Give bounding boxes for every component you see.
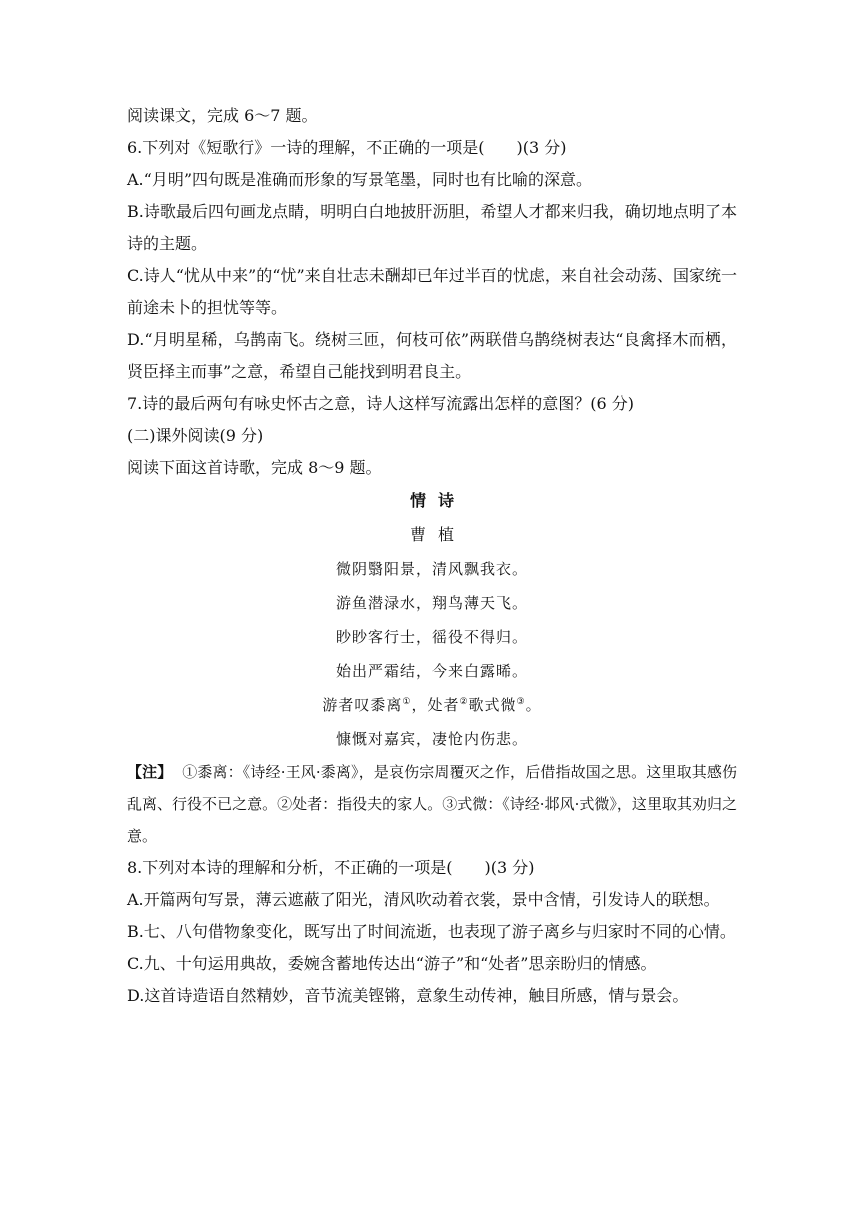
poem-line-3: 眇眇客行士，徭役不得归。 xyxy=(335,628,528,646)
poem-line-2: 游鱼潜渌水，翔鸟薄天飞。 xyxy=(335,594,528,612)
question-7: 7.诗的最后两句有咏史怀古之意，诗人这样写流露出怎样的意图？(6 分) xyxy=(127,394,635,413)
question-6-option-d: D.“月明星稀，乌鹊南飞。绕树三匝，何枝可依”两联借乌鹊绕树表达“良禽择木而栖，贤臣择主而事”之意，希望自己能找到明君良主。 xyxy=(127,330,737,381)
footnote-text: ①黍离：《诗经·王风·黍离》，是哀伤宗周覆灭之作，后借指故国之思。这里取其感伤乱离、行役不已之意。②处者：指役夫的家人。③式微：《诗经·邶风·式微》，这里取其劝归之意。 xyxy=(127,763,737,845)
question-8-option-c: C.九、十句运用典故，委婉含蓄地传达出“游子”和“处者”思亲盼归的情感。 xyxy=(127,954,657,973)
question-8-stem: 8.下列对本诗的理解和分析，不正确的一项是( )(3 分) xyxy=(127,858,535,877)
poem-author: 曹植 xyxy=(409,525,466,544)
reading-instruction-1: 阅读课文，完成 6～7 题。 xyxy=(127,106,318,125)
poem-footnote xyxy=(127,756,737,852)
reading-instruction-2: 阅读下面这首诗歌，完成 8～9 题。 xyxy=(127,458,382,477)
poem-line-4: 始出严霜结，今来白露晞。 xyxy=(335,662,528,680)
question-6-stem: 6.下列对《短歌行》一诗的理解，不正确的一项是( )(3 分) xyxy=(127,138,567,157)
poem-line-5: 游者叹黍离①，处者②歌式微③。 xyxy=(322,696,542,714)
footnote-tag: 【注】 xyxy=(127,763,173,781)
question-8-option-a: A.开篇两句写景，薄云遮蔽了阳光，清风吹动着衣裳，景中含情，引发诗人的联想。 xyxy=(127,890,720,909)
question-6-option-a: A.“月明”四句既是准确而形象的写景笔墨，同时也有比喻的深意。 xyxy=(127,170,593,189)
poem-line-1: 微阴翳阳景，清风飘我衣。 xyxy=(335,560,528,578)
poem-line-6: 慷慨对嘉宾，凄怆内伤悲。 xyxy=(335,730,528,748)
question-8-option-d: D.这首诗造语自然精妙，音节流美铿锵，意象生动传神，触目所感，情与景会。 xyxy=(127,986,689,1005)
question-6-option-b: B.诗歌最后四句画龙点睛，明明白白地披肝沥胆，希望人才都来归我，确切地点明了本诗的主题。 xyxy=(127,202,737,253)
poem-title: 情诗 xyxy=(409,491,466,510)
page-content xyxy=(127,100,737,1012)
question-6-option-c: C.诗人“忧从中来”的“忧”来自壮志未酬却已年过半百的忧虑，来自社会动荡、国家统一前途未卜的担忧等等。 xyxy=(127,266,737,317)
question-8-option-b: B.七、八句借物象变化，既写出了时间流逝，也表现了游子离乡与归家时不同的心情。 xyxy=(127,922,736,941)
section-heading-extracurricular: (二)课外阅读(9 分) xyxy=(127,426,264,445)
